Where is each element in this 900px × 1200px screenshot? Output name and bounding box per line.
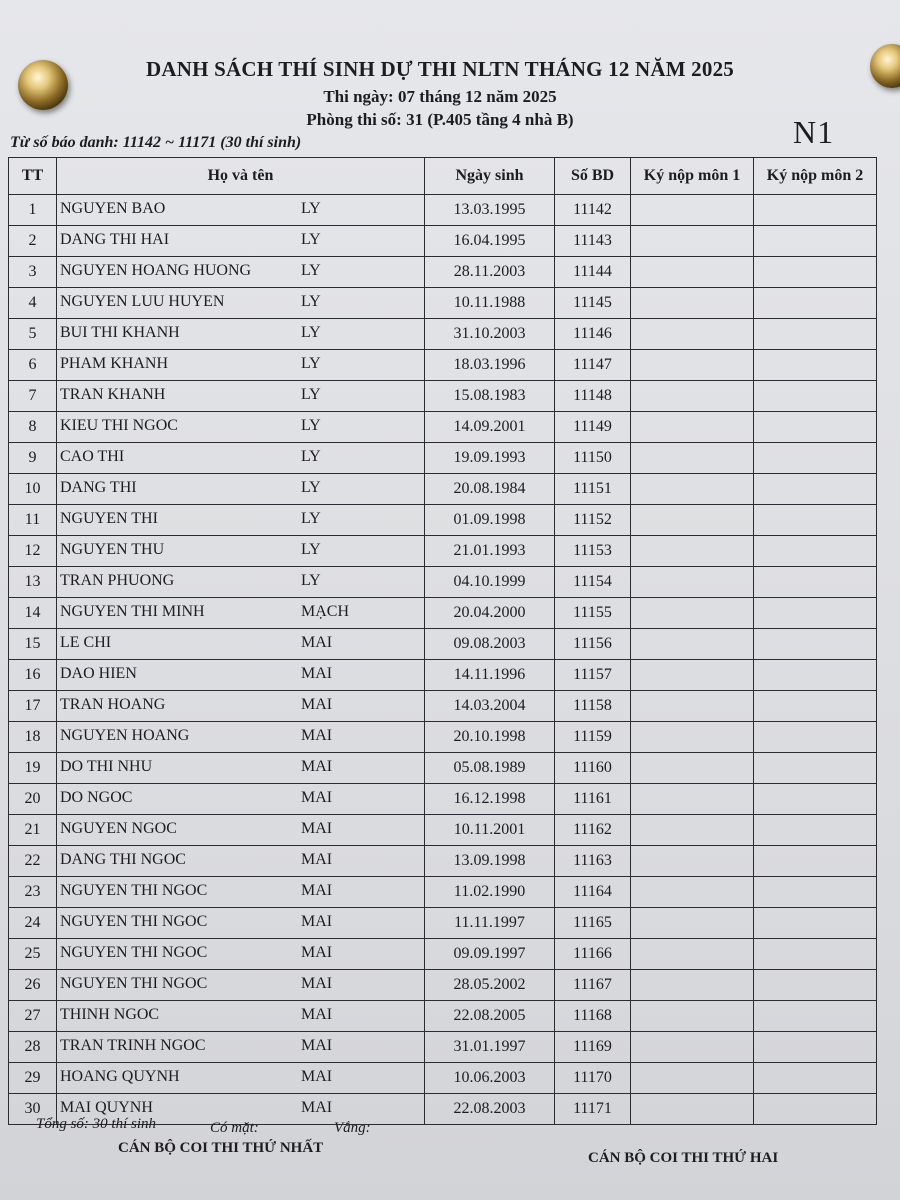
- present-label: Có mặt:: [210, 1120, 259, 1136]
- table-row: [9, 257, 877, 288]
- cell-sign-1: [631, 381, 754, 412]
- cell-sign-1: [631, 1063, 754, 1094]
- cell-family-name: MAI QUYNH: [60, 1099, 153, 1116]
- cell-sign-2: [754, 350, 877, 381]
- column-header-name: Họ và tên: [57, 158, 425, 195]
- cell-given-name: LY: [301, 572, 321, 589]
- cell-tt: 22: [9, 846, 57, 877]
- cell-sign-1: [631, 815, 754, 846]
- absent-label: Vắng:: [334, 1120, 371, 1136]
- cell-family-name: PHAM KHANH: [60, 355, 169, 372]
- cell-family-name: NGUYEN THI NGOC: [60, 944, 208, 961]
- cell-sbd: 11162: [555, 815, 631, 846]
- cell-dob: 28.11.2003: [425, 257, 555, 288]
- cell-sign-2: [754, 1001, 877, 1032]
- cell-family-name: CAO THI: [60, 448, 125, 465]
- cell-full-name: [57, 226, 425, 257]
- cell-sbd: 11156: [555, 629, 631, 660]
- cell-family-name: DANG THI: [60, 479, 137, 496]
- cell-dob: 10.11.1988: [425, 288, 555, 319]
- cell-tt: 11: [9, 505, 57, 536]
- cell-dob: 20.10.1998: [425, 722, 555, 753]
- cell-family-name: NGUYEN THI NGOC: [60, 882, 208, 899]
- cell-full-name: [57, 908, 425, 939]
- cell-sign-2: [754, 319, 877, 350]
- cell-dob: 19.09.1993: [425, 443, 555, 474]
- cell-tt: 16: [9, 660, 57, 691]
- cell-tt: 26: [9, 970, 57, 1001]
- cell-full-name: [57, 629, 425, 660]
- cell-tt: 4: [9, 288, 57, 319]
- cell-sbd: 11171: [555, 1094, 631, 1125]
- cell-sign-1: [631, 846, 754, 877]
- cell-full-name: [57, 660, 425, 691]
- cell-family-name: DAO HIEN: [60, 665, 137, 682]
- cell-sbd: 11144: [555, 257, 631, 288]
- cell-full-name: [57, 939, 425, 970]
- cell-dob: 11.02.1990: [425, 877, 555, 908]
- cell-sign-1: [631, 753, 754, 784]
- cell-full-name: [57, 1001, 425, 1032]
- cell-family-name: DO THI NHU: [60, 758, 153, 775]
- cell-tt: 20: [9, 784, 57, 815]
- cell-dob: 16.12.1998: [425, 784, 555, 815]
- cell-sbd: 11165: [555, 908, 631, 939]
- cell-sbd: 11145: [555, 288, 631, 319]
- cell-sbd: 11152: [555, 505, 631, 536]
- cell-sign-1: [631, 319, 754, 350]
- cell-sign-1: [631, 567, 754, 598]
- cell-given-name: MAI: [301, 1099, 333, 1116]
- cell-sign-2: [754, 257, 877, 288]
- cell-dob: 22.08.2005: [425, 1001, 555, 1032]
- cell-dob: 20.04.2000: [425, 598, 555, 629]
- cell-sign-1: [631, 691, 754, 722]
- cell-sbd: 11166: [555, 939, 631, 970]
- total-count: Tổng số: 30 thí sinh: [36, 1116, 157, 1132]
- cell-sbd: 11147: [555, 350, 631, 381]
- cell-sign-2: [754, 784, 877, 815]
- cell-tt: 17: [9, 691, 57, 722]
- cell-given-name: MAI: [301, 820, 333, 837]
- exam-date: Thi ngày: 07 tháng 12 năm 2025: [323, 87, 557, 106]
- column-header-tt: TT: [9, 158, 57, 195]
- cell-sign-2: [754, 691, 877, 722]
- cell-given-name: LY: [301, 541, 321, 558]
- table-row: [9, 815, 877, 846]
- table-row: [9, 939, 877, 970]
- table-row: [9, 877, 877, 908]
- cell-tt: 19: [9, 753, 57, 784]
- cell-given-name: LY: [301, 262, 321, 279]
- cell-dob: 10.06.2003: [425, 1063, 555, 1094]
- cell-family-name: THINH NGOC: [60, 1006, 160, 1023]
- cell-sign-2: [754, 939, 877, 970]
- cell-sbd: 11146: [555, 319, 631, 350]
- cell-full-name: [57, 350, 425, 381]
- cell-family-name: DO NGOC: [60, 789, 133, 806]
- table-row: [9, 846, 877, 877]
- cell-sign-2: [754, 629, 877, 660]
- room-code: N1: [793, 114, 835, 150]
- cell-family-name: TRAN KHANH: [60, 386, 166, 403]
- cell-sign-1: [631, 350, 754, 381]
- cell-family-name: NGUYEN THI NGOC: [60, 975, 208, 992]
- table-row: [9, 350, 877, 381]
- cell-dob: 10.11.2001: [425, 815, 555, 846]
- cell-full-name: [57, 1063, 425, 1094]
- cell-family-name: NGUYEN HOANG HUONG: [60, 262, 252, 279]
- cell-given-name: MAI: [301, 1068, 333, 1085]
- candidate-table: [8, 157, 877, 1125]
- table-row: [9, 970, 877, 1001]
- proctor-1-signature-label: CÁN BỘ COI THI THỨ NHẤT: [118, 1140, 324, 1156]
- cell-given-name: MAI: [301, 727, 333, 744]
- cell-sbd: 11155: [555, 598, 631, 629]
- cell-sign-2: [754, 381, 877, 412]
- cell-sign-2: [754, 753, 877, 784]
- cell-full-name: [57, 536, 425, 567]
- cell-sign-1: [631, 1032, 754, 1063]
- cell-dob: 14.03.2004: [425, 691, 555, 722]
- cell-full-name: [57, 319, 425, 350]
- cell-tt: 8: [9, 412, 57, 443]
- cell-family-name: TRAN PHUONG: [60, 572, 175, 589]
- cell-sign-1: [631, 474, 754, 505]
- cell-sbd: 11163: [555, 846, 631, 877]
- cell-sign-2: [754, 877, 877, 908]
- cell-sign-2: [754, 660, 877, 691]
- cell-full-name: [57, 412, 425, 443]
- table-row: [9, 691, 877, 722]
- cell-sign-2: [754, 288, 877, 319]
- cell-family-name: BUI THI KHANH: [60, 324, 180, 341]
- cell-sign-1: [631, 784, 754, 815]
- cell-full-name: [57, 1032, 425, 1063]
- pushpin-right: [870, 44, 900, 88]
- table-row: [9, 536, 877, 567]
- cell-given-name: LY: [301, 479, 321, 496]
- cell-family-name: NGUYEN THI NGOC: [60, 913, 208, 930]
- cell-sbd: 11159: [555, 722, 631, 753]
- cell-dob: 14.09.2001: [425, 412, 555, 443]
- cell-dob: 31.10.2003: [425, 319, 555, 350]
- cell-full-name: [57, 877, 425, 908]
- cell-sign-1: [631, 939, 754, 970]
- cell-sign-1: [631, 629, 754, 660]
- cell-full-name: [57, 443, 425, 474]
- cell-sign-2: [754, 1094, 877, 1125]
- cell-dob: 16.04.1995: [425, 226, 555, 257]
- cell-dob: 15.08.1983: [425, 381, 555, 412]
- cell-family-name: TRAN TRINH NGOC: [60, 1037, 206, 1054]
- cell-full-name: [57, 257, 425, 288]
- cell-sign-1: [631, 412, 754, 443]
- cell-sign-1: [631, 288, 754, 319]
- cell-dob: 28.05.2002: [425, 970, 555, 1001]
- cell-dob: 18.03.1996: [425, 350, 555, 381]
- cell-family-name: KIEU THI NGOC: [60, 417, 178, 434]
- cell-full-name: [57, 505, 425, 536]
- table-row: [9, 784, 877, 815]
- cell-given-name: LY: [301, 324, 321, 341]
- cell-sign-2: [754, 412, 877, 443]
- cell-dob: 09.09.1997: [425, 939, 555, 970]
- cell-given-name: MAI: [301, 913, 333, 930]
- cell-sbd: 11158: [555, 691, 631, 722]
- cell-sbd: 11161: [555, 784, 631, 815]
- cell-sign-2: [754, 567, 877, 598]
- cell-tt: 29: [9, 1063, 57, 1094]
- cell-sign-1: [631, 443, 754, 474]
- cell-tt: 30: [9, 1094, 57, 1125]
- cell-family-name: NGUYEN THI: [60, 510, 158, 527]
- table-row: [9, 660, 877, 691]
- cell-sign-2: [754, 722, 877, 753]
- cell-family-name: NGUYEN THU: [60, 541, 165, 558]
- column-header-sign-2: Ký nộp môn 2: [754, 158, 877, 195]
- cell-full-name: [57, 598, 425, 629]
- cell-tt: 23: [9, 877, 57, 908]
- cell-tt: 18: [9, 722, 57, 753]
- cell-sbd: 11143: [555, 226, 631, 257]
- cell-tt: 1: [9, 195, 57, 226]
- cell-family-name: NGUYEN THI MINH: [60, 603, 205, 620]
- cell-given-name: MAI: [301, 882, 333, 899]
- cell-family-name: NGUYEN LUU HUYEN: [60, 293, 225, 310]
- cell-given-name: MAI: [301, 696, 333, 713]
- column-header-sign-1: Ký nộp môn 1: [631, 158, 754, 195]
- cell-sign-2: [754, 908, 877, 939]
- cell-family-name: DANG THI NGOC: [60, 851, 186, 868]
- cell-full-name: [57, 722, 425, 753]
- cell-sign-1: [631, 722, 754, 753]
- cell-given-name: MẠCH: [301, 603, 350, 620]
- cell-full-name: [57, 846, 425, 877]
- cell-sbd: 11153: [555, 536, 631, 567]
- table-row: [9, 319, 877, 350]
- cell-sign-2: [754, 846, 877, 877]
- cell-dob: 04.10.1999: [425, 567, 555, 598]
- cell-given-name: LY: [301, 231, 321, 248]
- cell-sign-2: [754, 226, 877, 257]
- cell-family-name: HOANG QUYNH: [60, 1068, 180, 1085]
- cell-sbd: 11154: [555, 567, 631, 598]
- cell-dob: 05.08.1989: [425, 753, 555, 784]
- cell-sbd: 11157: [555, 660, 631, 691]
- cell-full-name: [57, 474, 425, 505]
- cell-tt: 28: [9, 1032, 57, 1063]
- cell-given-name: LY: [301, 355, 321, 372]
- table-row: [9, 629, 877, 660]
- cell-sign-1: [631, 1094, 754, 1125]
- cell-full-name: [57, 815, 425, 846]
- cell-tt: 15: [9, 629, 57, 660]
- cell-tt: 12: [9, 536, 57, 567]
- cell-family-name: NGUYEN NGOC: [60, 820, 177, 837]
- cell-given-name: LY: [301, 448, 321, 465]
- cell-sbd: 11160: [555, 753, 631, 784]
- cell-dob: 09.08.2003: [425, 629, 555, 660]
- cell-given-name: MAI: [301, 1037, 333, 1054]
- cell-sbd: 11150: [555, 443, 631, 474]
- cell-family-name: DANG THI HAI: [60, 231, 170, 248]
- cell-sign-1: [631, 505, 754, 536]
- cell-dob: 22.08.2003: [425, 1094, 555, 1125]
- cell-sign-1: [631, 195, 754, 226]
- cell-sbd: 11148: [555, 381, 631, 412]
- table-row: [9, 505, 877, 536]
- cell-dob: 21.01.1993: [425, 536, 555, 567]
- cell-tt: 9: [9, 443, 57, 474]
- cell-family-name: NGUYEN HOANG: [60, 727, 190, 744]
- cell-sign-2: [754, 536, 877, 567]
- cell-given-name: MAI: [301, 944, 333, 961]
- cell-full-name: [57, 567, 425, 598]
- cell-given-name: MAI: [301, 665, 333, 682]
- table-row: [9, 753, 877, 784]
- cell-sign-1: [631, 970, 754, 1001]
- cell-sign-1: [631, 598, 754, 629]
- document-title: DANH SÁCH THÍ SINH DỰ THI NLTN THÁNG 12 NĂM 2025: [146, 57, 734, 81]
- table-body: [9, 195, 877, 1125]
- table-header-row: [9, 158, 877, 195]
- table-row: [9, 412, 877, 443]
- cell-dob: 20.08.1984: [425, 474, 555, 505]
- cell-given-name: LY: [301, 417, 321, 434]
- candidate-number-range: Từ số báo danh: 11142 ~ 11171 (30 thí sinh): [10, 134, 302, 151]
- cell-sign-1: [631, 536, 754, 567]
- cell-dob: 31.01.1997: [425, 1032, 555, 1063]
- cell-sign-1: [631, 877, 754, 908]
- cell-sbd: 11142: [555, 195, 631, 226]
- cell-given-name: LY: [301, 200, 321, 217]
- cell-tt: 2: [9, 226, 57, 257]
- cell-sign-2: [754, 474, 877, 505]
- cell-family-name: TRAN HOANG: [60, 696, 166, 713]
- proctor-2-signature-label: CÁN BỘ COI THI THỨ HAI: [588, 1150, 779, 1166]
- cell-tt: 25: [9, 939, 57, 970]
- cell-given-name: LY: [301, 293, 321, 310]
- table-row: [9, 598, 877, 629]
- cell-tt: 27: [9, 1001, 57, 1032]
- cell-sbd: 11151: [555, 474, 631, 505]
- cell-sbd: 11170: [555, 1063, 631, 1094]
- cell-sign-1: [631, 257, 754, 288]
- cell-full-name: [57, 970, 425, 1001]
- cell-sign-1: [631, 1001, 754, 1032]
- cell-given-name: MAI: [301, 758, 333, 775]
- table-row: [9, 1063, 877, 1094]
- cell-sign-2: [754, 195, 877, 226]
- cell-tt: 6: [9, 350, 57, 381]
- cell-given-name: LY: [301, 386, 321, 403]
- cell-sbd: 11149: [555, 412, 631, 443]
- cell-sign-2: [754, 443, 877, 474]
- column-header-dob: Ngày sinh: [425, 158, 555, 195]
- cell-family-name: LE CHI: [60, 634, 112, 651]
- cell-full-name: [57, 691, 425, 722]
- table-row: [9, 1032, 877, 1063]
- table-row: [9, 443, 877, 474]
- cell-sbd: 11167: [555, 970, 631, 1001]
- cell-dob: 11.11.1997: [425, 908, 555, 939]
- cell-given-name: MAI: [301, 851, 333, 868]
- cell-sign-1: [631, 660, 754, 691]
- cell-full-name: [57, 195, 425, 226]
- table-row: [9, 1001, 877, 1032]
- cell-given-name: MAI: [301, 789, 333, 806]
- cell-tt: 14: [9, 598, 57, 629]
- cell-tt: 24: [9, 908, 57, 939]
- cell-given-name: LY: [301, 510, 321, 527]
- cell-full-name: [57, 753, 425, 784]
- table-row: [9, 722, 877, 753]
- table-row: [9, 908, 877, 939]
- cell-tt: 7: [9, 381, 57, 412]
- cell-full-name: [57, 381, 425, 412]
- cell-sign-2: [754, 1063, 877, 1094]
- cell-sbd: 11169: [555, 1032, 631, 1063]
- cell-full-name: [57, 288, 425, 319]
- cell-sign-2: [754, 1032, 877, 1063]
- cell-sign-2: [754, 505, 877, 536]
- cell-dob: 01.09.1998: [425, 505, 555, 536]
- table-row: [9, 288, 877, 319]
- cell-sbd: 11168: [555, 1001, 631, 1032]
- cell-sign-1: [631, 226, 754, 257]
- cell-given-name: MAI: [301, 1006, 333, 1023]
- cell-dob: 14.11.1996: [425, 660, 555, 691]
- cell-dob: 13.03.1995: [425, 195, 555, 226]
- exam-room: Phòng thi số: 31 (P.405 tầng 4 nhà B): [306, 110, 574, 129]
- table-row: [9, 226, 877, 257]
- cell-tt: 21: [9, 815, 57, 846]
- cell-tt: 3: [9, 257, 57, 288]
- table-row: [9, 381, 877, 412]
- table-row: [9, 567, 877, 598]
- cell-tt: 5: [9, 319, 57, 350]
- cell-sbd: 11164: [555, 877, 631, 908]
- cell-tt: 10: [9, 474, 57, 505]
- cell-full-name: [57, 784, 425, 815]
- cell-dob: 13.09.1998: [425, 846, 555, 877]
- cell-given-name: MAI: [301, 634, 333, 651]
- column-header-sbd: Số BD: [555, 158, 631, 195]
- cell-given-name: MAI: [301, 975, 333, 992]
- table-row: [9, 474, 877, 505]
- cell-tt: 13: [9, 567, 57, 598]
- table-row: [9, 195, 877, 226]
- cell-sign-2: [754, 970, 877, 1001]
- cell-sign-2: [754, 598, 877, 629]
- cell-sign-2: [754, 815, 877, 846]
- cell-family-name: NGUYEN BAO: [60, 200, 166, 217]
- cell-sign-1: [631, 908, 754, 939]
